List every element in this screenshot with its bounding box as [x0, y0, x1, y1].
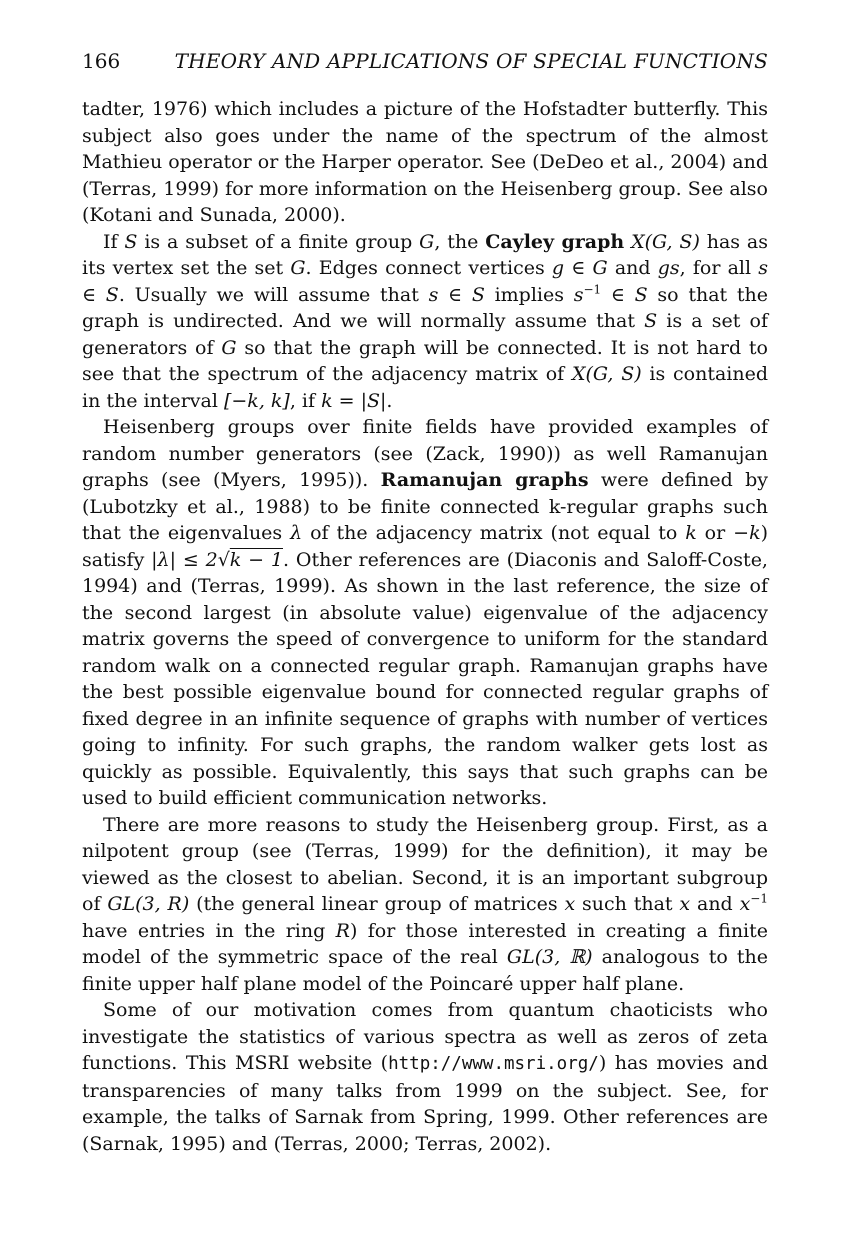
math-run: k — [685, 522, 697, 544]
msri-url: http://www.msri.org/ — [388, 1054, 599, 1074]
text-run: ) has movies and transparencies of many talks from 1999 on the subject. See, for example, the talks of Sarnak from Spring, 1999. Other references are (Sarnak, 1995) and (Terras, 2000; Terras, 2002). — [82, 1052, 768, 1155]
math-run: −k — [733, 522, 761, 544]
running-title: THEORY AND APPLICATIONS OF SPECIAL FUNCTIONS — [174, 49, 768, 73]
math-run: X(G, S) — [571, 363, 642, 385]
math-run: GL(3, ℝ) — [506, 946, 593, 968]
math-run: s ∈ S — [82, 257, 768, 306]
term-ramanujan-graphs: Ramanujan graphs — [380, 469, 589, 491]
text-run: Heisenberg groups over finite fields have provided examples of random number generators (see (Zack, 1990)) as well Ramanujan graphs (see (Myers, 1995)). — [82, 416, 768, 491]
math-run: S — [124, 230, 138, 253]
math-run: S — [644, 310, 658, 332]
math-run: ∈ S — [601, 283, 648, 306]
math-run: G — [419, 230, 435, 253]
text-run: Some of our motivation comes from quantum chaoticists who investigate the statistics of various spectra as well as zeros of zeta functions. This MSRI website ( — [82, 999, 768, 1074]
text-run: have entries in the ring — [82, 919, 336, 942]
math-run: G — [290, 257, 306, 279]
superscript: −1 — [583, 282, 602, 297]
math-run: s ∈ S — [428, 283, 485, 306]
text-run: or — [696, 522, 734, 544]
text-run: . Usually we will assume that — [118, 283, 429, 306]
text-run: has as its vertex set the set — [82, 230, 768, 279]
text-run: is a subset of a finite group — [137, 230, 420, 253]
math-run: k = |S| — [321, 389, 387, 412]
text-run: . Other references are (Diaconis and Saloff-Coste, 1994) and (Terras, 1999). As shown in the last reference, the size of the second largest (in absolute value) eigenvalue of the adjacency matrix governs the speed of convergence to uniform for the standard random walk on a connected regular graph. Ramanujan graphs have the best possible eigenvalue bound for connected regular graphs of fixed degree in an infinite sequence of graphs with number of vertices going to infinity. For such graphs, the random walker gets lost as quickly as possible. Equivalently, this says that such graphs can be used to build efficient communication networks. — [82, 548, 768, 809]
text-run: If — [103, 230, 125, 253]
text-run: were defined by (Lubotzky et al., 1988) to be finite connected k-regular graphs such that the eigenvalues — [82, 469, 768, 544]
math-run: x — [739, 893, 751, 915]
paragraph-cayley-graph — [82, 229, 768, 415]
running-header — [82, 48, 768, 74]
text-run: implies — [484, 283, 574, 306]
math-run: x — [679, 893, 691, 915]
math-run: gs — [657, 257, 680, 279]
text-run: so that the graph is undirected. And we will normally assume that — [82, 283, 769, 332]
math-run: λ — [290, 522, 303, 544]
text-run: of the adjacency matrix (not equal to — [302, 522, 686, 544]
text-run: and — [690, 893, 740, 915]
math-run: R — [335, 919, 350, 942]
text-run: analogous to the finite upper half plane model of the Poincaré upper half plane. — [82, 946, 769, 995]
text-run: , for all — [679, 257, 759, 279]
text-run: such that — [575, 893, 680, 915]
math-run: s — [573, 283, 584, 306]
math-run: X(G, S) — [631, 230, 700, 253]
math-run: [−k, k] — [223, 389, 290, 412]
text-run: ) for those interested in creating a finite model of the symmetric space of the real — [82, 919, 769, 968]
paragraph-ramanujan-graphs — [82, 414, 768, 812]
text-run: is contained in the interval — [82, 363, 769, 412]
math-run: G — [221, 336, 237, 359]
math-run: g ∈ G — [551, 257, 608, 279]
body-text — [82, 96, 768, 1157]
math-run: x — [564, 893, 576, 915]
math-run: |λ| ≤ 2√ — [151, 548, 230, 571]
text-run: is a set of generators of — [82, 310, 768, 359]
paragraph-quantum-chaos — [82, 997, 768, 1157]
math-run: GL(3, R) — [107, 893, 190, 915]
term-cayley-graph: Cayley graph — [485, 230, 625, 253]
text-run: (the general linear group of matrices — [189, 893, 565, 915]
text-run: , if — [289, 389, 322, 412]
text-run: , the — [434, 230, 486, 253]
sqrt-radicand: k − 1 — [229, 548, 283, 571]
text-run: . — [386, 389, 393, 412]
page-number: 166 — [82, 49, 121, 73]
text-run: There are more reasons to study the Heisenberg group. First, as a nilpotent group (see (Terras, 1999) for the definition), it may be viewed as the closest to abelian. Second, it is an important subgroup of — [82, 813, 768, 915]
text-run: . Edges connect vertices — [305, 257, 552, 279]
paragraph-heisenberg-reasons — [82, 812, 768, 998]
text-run: so that the graph will be connected. It is not hard to see that the spectrum of the adjacency matrix of — [82, 336, 768, 385]
superscript: −1 — [750, 891, 768, 906]
paragraph-continuation: tadter, 1976) which includes a picture of the Hofstadter butterfly. This subject also goes under the name of the spectrum of the almost Mathieu operator or the Harper operator. See (DeDeo et al., 2004) and (Terras, 1999) for more information on the Heisenberg group. See also (Kotani and Sunada, 2000). — [82, 98, 768, 226]
text-run: ) satisfy — [82, 522, 769, 571]
text-run: and — [607, 257, 658, 279]
